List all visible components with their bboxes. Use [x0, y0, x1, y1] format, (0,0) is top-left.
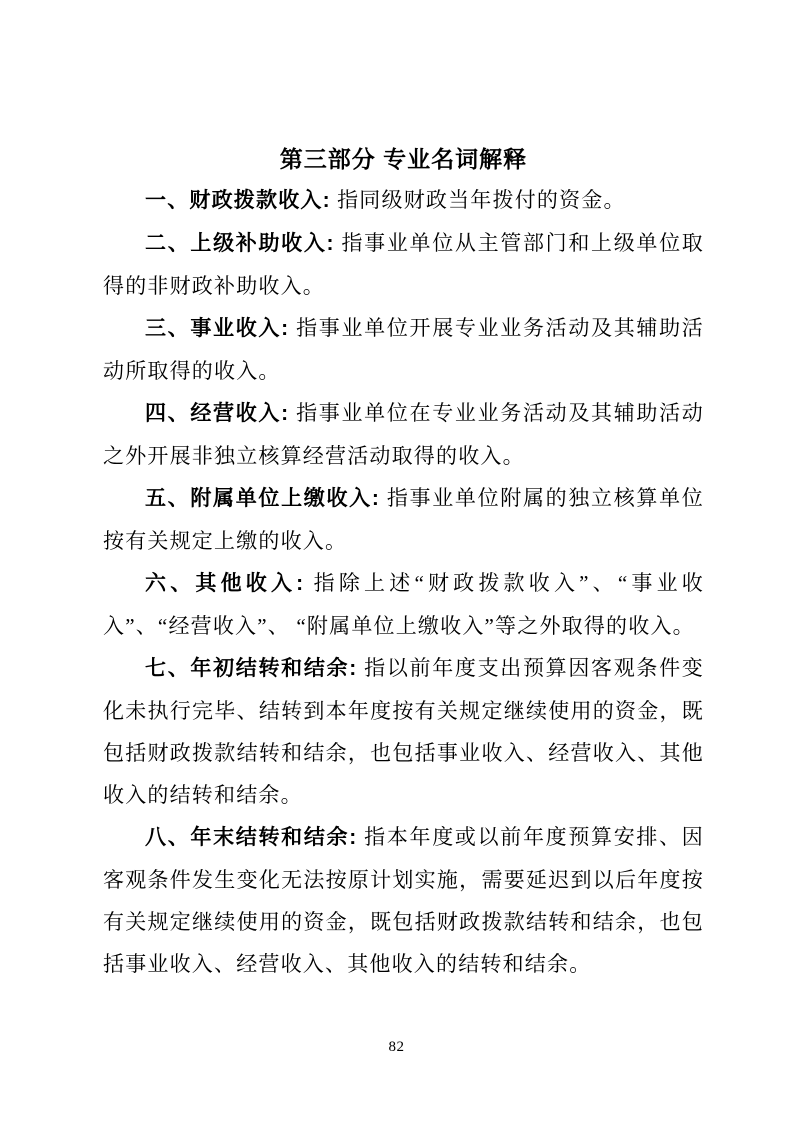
definition-paragraph [103, 307, 704, 392]
definition-paragraph [103, 392, 704, 477]
term-definition: 指事业单位开展专业业务活动及其辅助活动所取得的收入。 [103, 316, 704, 383]
term-definition: 指除上述“财政拨款收入”、“事业收入”、“经营收入”、 “附属单位上缴收入”等之外取得的收入。 [103, 571, 704, 638]
definition-paragraph [103, 179, 704, 222]
document-body [103, 179, 704, 985]
term-label: 八、年末结转和结余: [145, 826, 358, 849]
term-definition: 指事业单位从主管部门和上级单位取得的非财政补助收入。 [103, 231, 705, 298]
term-definition: 指事业单位在专业业务活动及其辅助活动之外开展非独立核算经营活动取得的收入。 [103, 401, 704, 468]
definition-paragraph [103, 647, 704, 816]
term-definition: 指同级财政当年拨付的资金。 [337, 188, 626, 212]
term-label: 七、年初结转和结余: [145, 657, 358, 680]
page-number: 82 [388, 1039, 405, 1055]
term-definition: 指以前年度支出预算因客观条件变化未执行完毕、结转到本年度按有关规定继续使用的资金，既包括财政拨款结转和结余，也包括事业收入、经营收入、其他收入的结转和结余。 [103, 656, 705, 807]
term-label: 四、经营收入: [145, 402, 290, 425]
term-definition: 指事业单位附属的独立核算单位按有关规定上缴的收入。 [103, 486, 704, 553]
term-label: 一、财政拨款收入: [145, 189, 331, 212]
term-label: 六、其他收入: [145, 572, 305, 595]
term-label: 三、事业收入: [145, 317, 290, 340]
definition-paragraph [103, 562, 704, 647]
section-title: 第三部分 专业名词解释 [279, 146, 528, 172]
definition-paragraph [103, 222, 704, 307]
definition-paragraph [103, 477, 704, 562]
definition-paragraph [103, 816, 704, 985]
term-definition: 指本年度或以前年度预算安排、因客观条件发生变化无法按原计划实施，需要延迟到以后年度按有关规定继续使用的资金，既包括财政拨款结转和结余，也包括事业收入、经营收入、其他收入的结转和结余。 [103, 825, 705, 976]
term-label: 二、上级补助收入: [145, 232, 335, 255]
term-label: 五、附属单位上缴收入: [145, 487, 381, 510]
